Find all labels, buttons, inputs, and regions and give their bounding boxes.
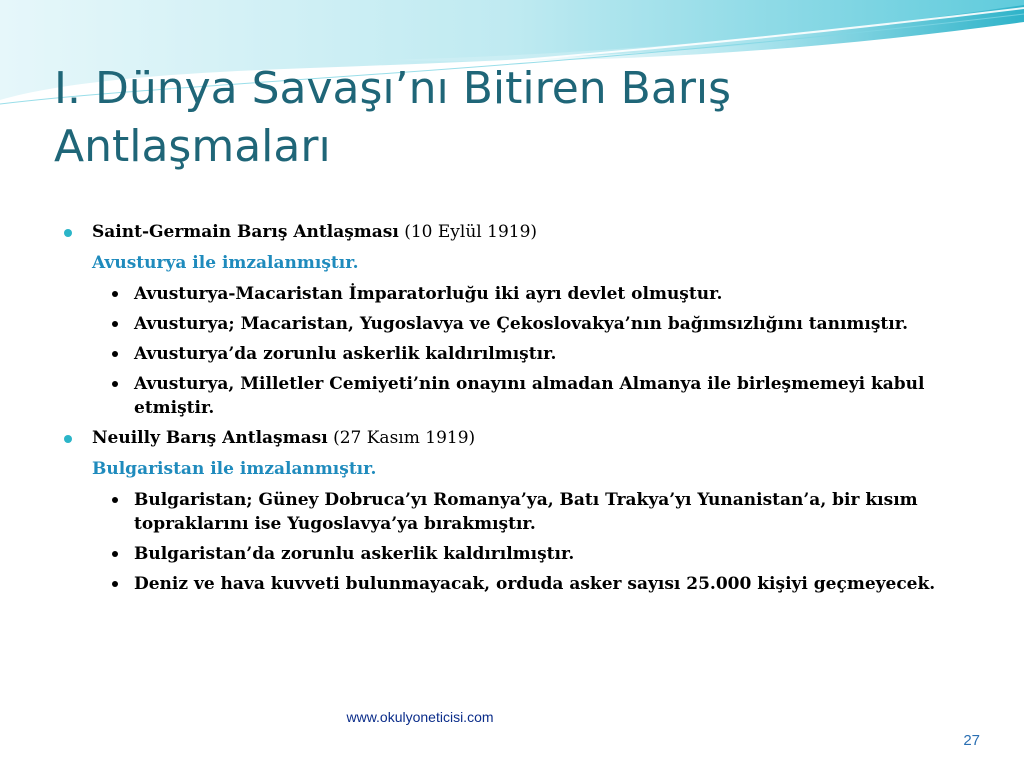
treaty-date: (27 Kasım 1919): [333, 428, 476, 448]
list-item: [62, 282, 982, 306]
bullet-icon: [112, 381, 118, 387]
treaty-name: Saint-Germain Barış Antlaşması: [92, 222, 399, 242]
list-item: [62, 488, 982, 536]
list-item-text: Bulgaristan; Güney Dobruca’yı Romanya’ya, Batı Trakya’yı Yunanistan’a, bir kısım topraklarını ise Yugoslavya’ya bırakmıştır.: [134, 490, 918, 534]
treaty-heading: [62, 426, 982, 450]
treaty-subtitle: Avusturya ile imzalanmıştır.: [92, 253, 359, 273]
treaty-heading: [62, 220, 982, 244]
bullet-icon: [112, 551, 118, 557]
list-item-text: Avusturya-Macaristan İmparatorluğu iki ayrı devlet olmuştur.: [134, 284, 723, 304]
bullet-icon: [112, 321, 118, 327]
bullet-icon: [64, 435, 72, 443]
bullet-icon: [112, 581, 118, 587]
bullet-icon: [112, 497, 118, 503]
page-number: 27: [963, 732, 980, 749]
footer-url[interactable]: www.okulyoneticisi.com: [346, 709, 494, 725]
list-item-text: Bulgaristan’da zorunlu askerlik kaldırılmıştır.: [134, 544, 575, 564]
list-item: [62, 342, 982, 366]
bullet-icon: [64, 229, 72, 237]
list-item: [62, 572, 982, 596]
treaty-date: (10 Eylül 1919): [404, 222, 538, 242]
slide-title: I. Dünya Savaşı’nı Bitiren Barış Antlaşmaları: [54, 63, 732, 172]
list-item-text: Deniz ve hava kuvveti bulunmayacak, orduda asker sayısı 25.000 kişiyi geçmeyecek.: [134, 574, 936, 594]
list-item-text: Avusturya’da zorunlu askerlik kaldırılmıştır.: [134, 344, 557, 364]
list-item-text: Avusturya; Macaristan, Yugoslavya ve Çekoslovakya’nın bağımsızlığını tanımıştır.: [134, 314, 909, 334]
bullet-icon: [112, 351, 118, 357]
list-item-text: Avusturya, Milletler Cemiyeti’nin onayını almadan Almanya ile birleşmemeyi kabul etmiştir.: [134, 374, 925, 418]
treaty-subtitle: Bulgaristan ile imzalanmıştır.: [92, 459, 377, 479]
list-item: [62, 372, 982, 420]
bullet-icon: [112, 291, 118, 297]
list-item: [62, 542, 982, 566]
list-item: [62, 312, 982, 336]
slide-content: [62, 220, 982, 602]
treaty-name: Neuilly Barış Antlaşması: [92, 428, 328, 448]
